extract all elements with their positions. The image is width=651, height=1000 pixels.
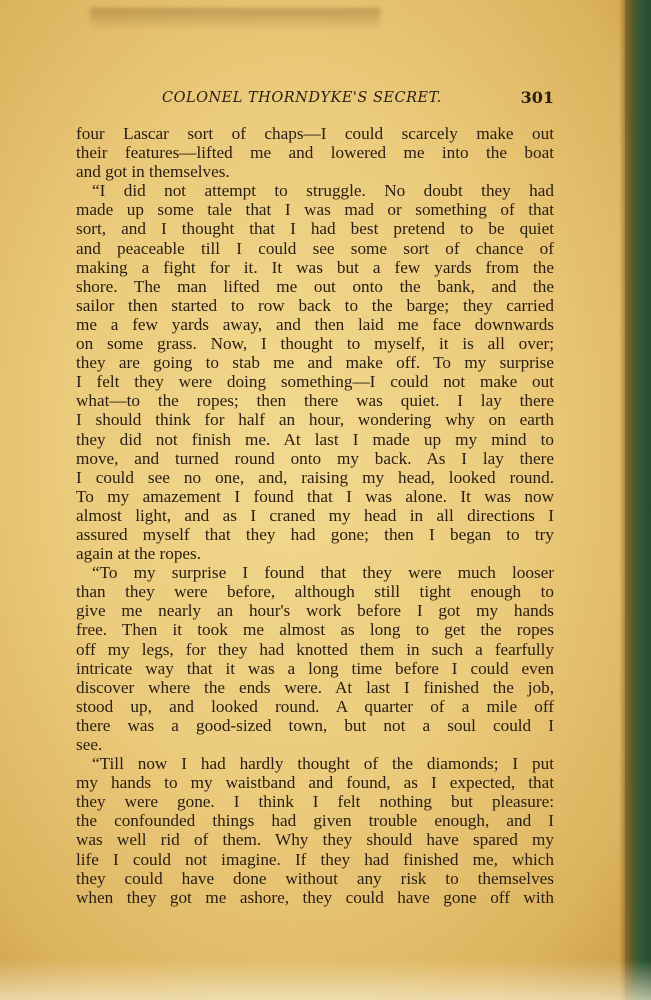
text-line: “To my surprise I found that they were much looser [92,563,554,583]
text-line: they were gone. I think I felt nothing but pleasure: [76,792,554,812]
text-line: discover where the ends were. At last I finished the job, [76,677,554,697]
text-line: give me nearly an hour's work before I got my hands [76,601,554,621]
page-top-shadow [90,8,380,30]
text-line: off my legs, for they had knotted them in such a fearfully [76,639,554,659]
text-line: stood up, and looked round. A quarter of a mile off [76,696,554,716]
text-line: than they were before, although still tight enough to [76,582,554,602]
text-line: when they got me ashore, they could have gone off with [76,887,554,907]
text-line: assured myself that they had gone; then I began to try [76,524,554,544]
text-line: I felt they were doing something—I could not make out [76,372,554,392]
text-line: I could see no one, and, raising my head, looked round. [76,467,554,487]
text-line: “Till now I had hardly thought of the diamonds; I put [92,754,554,774]
book-spine [625,0,651,1000]
text-line: I should think for half an hour, wondering why on earth [76,410,554,430]
text-line: sort, and I thought that I had best pretend to be quiet [76,219,554,239]
text-line: move, and turned round onto my back. As I lay there [76,448,554,468]
text-line: they did not finish me. At last I made up my mind to [76,429,554,449]
page-number: 301 [520,88,554,107]
text-line: my hands to my waistband and found, as I expected, that [76,773,554,793]
text-line: To my amazement I found that I was alone. It was now [76,486,554,506]
body-text [76,124,554,907]
text-line: again at the ropes. [76,544,202,564]
text-line: there was a good-sized town, but not a soul could I [76,715,554,735]
text-line: made up some tale that I was mad or something of that [76,200,554,220]
text-line: and peaceable till I could see some sort of chance of [76,238,554,258]
page-header [76,88,554,112]
text-line: shore. The man lifted me out onto the bank, and the [76,276,554,296]
text-line: on some grass. Now, I thought to myself, it is all over; [76,334,554,354]
text-line: the confounded things had given trouble enough, and I [76,811,554,831]
page-bottom-fade [0,960,651,1000]
text-line: they could have done without any risk to themselves [76,868,554,888]
text-line: they are going to stab me and make off. To my surprise [76,353,554,373]
text-line: life I could not imagine. If they had finished me, which [76,849,554,869]
text-line: and got in themselves. [76,162,230,182]
text-line: me a few yards away, and then laid me face downwards [76,314,554,334]
text-line: four Lascar sort of chaps—I could scarcely make out [76,124,554,143]
text-line: what—to the ropes; then there was quiet. I lay there [76,391,554,411]
text-line: sailor then started to row back to the barge; they carried [76,295,554,315]
text-line: was well rid of them. Why they should have spared my [76,830,554,850]
text-line: “I did not attempt to struggle. No doubt they had [92,181,554,201]
text-line: their features—lifted me and lowered me into the boat [76,143,554,163]
text-line: intricate way that it was a long time before I could even [76,658,554,678]
text-line: see. [76,735,103,754]
text-line: free. Then it took me almost as long to get the ropes [76,620,554,640]
running-title: COLONEL THORNDYKE'S SECRET. [162,90,442,106]
text-line: almost light, and as I craned my head in all directions I [76,505,554,525]
text-line: making a fight for it. It was but a few yards from the [76,257,554,277]
